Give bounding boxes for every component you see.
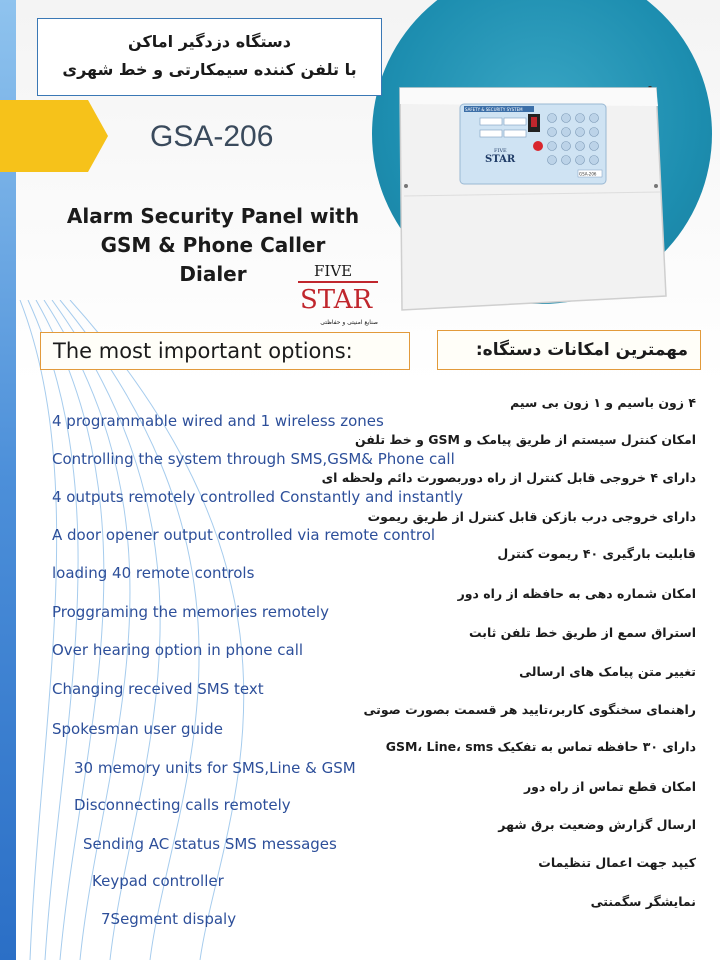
device-panel-title: SAFETY & SECURITY SYSTEM — [465, 107, 523, 112]
persian-option-12: ارسال گزارش وضعیت برق شهر — [498, 817, 696, 832]
english-title-line3: Dialer — [179, 262, 247, 286]
persian-option-13: کیپد جهت اعمال تنظیمات — [538, 855, 696, 870]
persian-option-11: امکان قطع تماس از راه دور — [523, 779, 696, 794]
persian-option-4: دارای خروجی درب بازکن قابل کنترل از طریق ریموت — [367, 509, 696, 524]
persian-option-7: استراق سمع از طریق خط تلفن ثابت — [469, 625, 696, 640]
persian-option-10: دارای ۳۰ حافظه تماس به تفکیک GSM، Line، sms — [385, 739, 696, 754]
logo-subtitle: صنایع امنیتی و حفاظتی — [320, 319, 378, 326]
decorative-curves — [0, 300, 360, 960]
persian-option-5: قابلیت بارگیری ۴۰ ریموت کنترل — [497, 546, 696, 561]
english-option-14: 7Segment dispaly — [101, 910, 237, 928]
persian-option-8: تغییر متن پیامک های ارسالی — [519, 664, 696, 679]
persian-option-6: امکان شماره دهی به حافظه از راه دور — [457, 586, 696, 601]
english-options-heading: The most important options: — [40, 332, 410, 370]
persian-options-heading: مهمترین امکانات دستگاه: — [437, 330, 701, 370]
device-brand-top: FIVE — [494, 148, 507, 154]
english-option-11: Disconnecting calls remotely — [74, 796, 291, 814]
english-option-3: 4 outputs remotely controlled Constantly and instantly — [52, 488, 464, 506]
english-option-6: Proggraming the memories remotely — [52, 603, 329, 621]
english-option-7: Over hearing option in phone call — [52, 641, 304, 659]
logo-five-text: FIVE — [314, 262, 353, 280]
five-star-logo — [296, 262, 380, 330]
persian-option-14: نمایشگر سگمنتی — [590, 894, 696, 909]
persian-option-1: ۴ زون باسیم و ۱ زون بی سیم — [510, 395, 696, 410]
persian-title-line2: با تلفن کننده سیمکارتی و خط شهری — [62, 60, 357, 79]
english-option-2: Controlling the system through SMS,GSM& Phone call — [52, 450, 455, 468]
english-option-4: A door opener output controlled via remote control — [52, 526, 436, 544]
english-option-5: loading 40 remote controls — [52, 564, 255, 582]
model-number: GSA-206 — [150, 120, 274, 153]
persian-option-2: امکان کنترل سیستم از طریق پیامک و GSM و خط تلفن — [355, 432, 696, 447]
english-option-9: Spokesman user guide — [52, 720, 223, 738]
yellow-chevron — [0, 100, 108, 172]
english-option-10: 30 memory units for SMS,Line & GSM — [74, 759, 356, 777]
english-option-12: Sending AC status SMS messages — [83, 835, 337, 853]
persian-title-box — [37, 18, 382, 96]
english-title-line1: Alarm Security Panel with — [66, 204, 360, 228]
english-option-13: Keypad controller — [92, 872, 224, 890]
persian-option-3: دارای ۴ خروجی قابل کنترل از راه دوربصورت دائم ولحظه ای — [321, 470, 696, 485]
device-model-label: GSA-206 — [579, 171, 597, 177]
english-option-8: Changing received SMS text — [52, 680, 264, 698]
persian-title-line1: دستگاه دزدگیر اماکن — [128, 32, 291, 51]
english-title-line2: GSM & Phone Caller — [100, 233, 326, 257]
english-option-1: 4 programmable wired and 1 wireless zones — [52, 412, 384, 430]
alarm-panel-device-image — [388, 78, 676, 318]
persian-option-9: راهنمای سخنگوی کاربر،تایید هر قسمت بصورت صوتی — [363, 702, 696, 717]
logo-star-text: STAR — [300, 285, 373, 315]
device-brand-main: STAR — [485, 154, 516, 165]
